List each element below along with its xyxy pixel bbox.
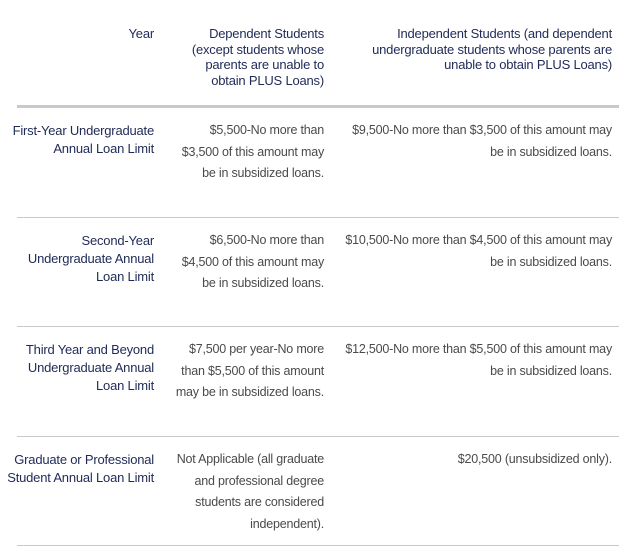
row-graduate-dependent: Not Applicable (all graduate and professional degree students are considered independent). <box>176 452 324 531</box>
row-label-first-year: First-Year Undergraduate Annual Loan Limit <box>12 123 154 156</box>
row-graduate-independent: $20,500 (unsubsidized only). <box>457 452 612 466</box>
row-divider <box>17 326 619 327</box>
row-label-second-year: Second-Year Undergraduate Annual Loan Limit <box>27 233 154 284</box>
header-year: Year <box>128 26 154 41</box>
row-first-year-dependent: $5,500-No more than $3,500 of this amount may be in subsidized loans. <box>181 123 324 180</box>
row-divider <box>17 436 619 437</box>
header-dependent-students: Dependent Students (except students whose parents are unable to obtain PLUS Loans) <box>191 26 324 88</box>
table-bottom-divider <box>17 545 619 546</box>
row-label-third-year: Third Year and Beyond Undergraduate Annual Loan Limit <box>25 342 154 393</box>
row-third-year-dependent: $7,500 per year-No more than $5,500 of this amount may be in subsidized loans. <box>175 342 324 399</box>
row-third-year-independent: $12,500-No more than $5,500 of this amount may be in subsidized loans. <box>345 342 612 378</box>
row-divider <box>17 217 619 218</box>
header-independent-students: Independent Students (and dependent undergraduate students whose parents are unable to obtain PLUS Loans) <box>372 26 612 72</box>
row-first-year-independent: $9,500-No more than $3,500 of this amount may be in subsidized loans. <box>352 123 612 159</box>
header-divider <box>17 105 619 108</box>
row-second-year-dependent: $6,500-No more than $4,500 of this amount may be in subsidized loans. <box>181 233 324 290</box>
row-second-year-independent: $10,500-No more than $4,500 of this amount may be in subsidized loans. <box>345 233 612 269</box>
row-label-graduate: Graduate or Professional Student Annual Loan Limit <box>7 452 154 485</box>
